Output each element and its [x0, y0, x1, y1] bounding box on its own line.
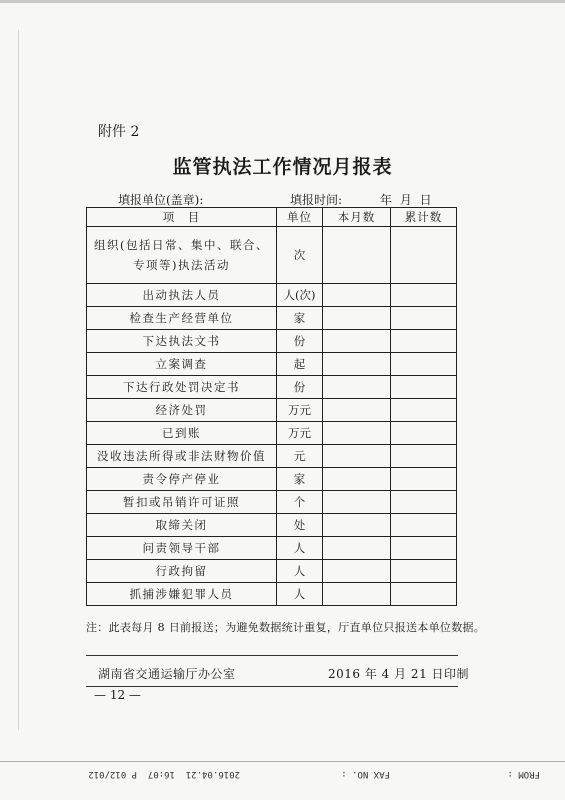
row-month-value[interactable] [323, 491, 391, 514]
issuer-name: 湖南省交通运输厅办公室 [98, 667, 236, 681]
row-unit: 人 [277, 560, 323, 583]
row-unit: 份 [277, 330, 323, 353]
row-item: 检查生产经营单位 [87, 307, 277, 330]
table-row [87, 307, 457, 330]
table-row [87, 468, 457, 491]
fax-number: FAX NO. : [341, 769, 390, 779]
table-row [87, 353, 457, 376]
row-total-value[interactable] [391, 376, 457, 399]
table-row [87, 583, 457, 606]
fill-time-label: 填报时间: [290, 193, 343, 207]
row-month-value[interactable] [323, 399, 391, 422]
row-total-value[interactable] [391, 445, 457, 468]
page-number: — 12 — [94, 688, 141, 702]
row-total-value[interactable] [391, 583, 457, 606]
row-unit: 家 [277, 307, 323, 330]
row-unit: 份 [277, 376, 323, 399]
row-total-value[interactable] [391, 468, 457, 491]
fax-header [40, 765, 540, 779]
table-row [87, 227, 457, 284]
row-total-value[interactable] [391, 330, 457, 353]
row-unit: 个 [277, 491, 323, 514]
row-item: 经济处罚 [87, 399, 277, 422]
document-title: 监管执法工作情况月报表 [172, 156, 393, 178]
table-row [87, 445, 457, 468]
row-month-value[interactable] [323, 514, 391, 537]
row-month-value[interactable] [323, 445, 391, 468]
table-row [87, 560, 457, 583]
row-month-value[interactable] [323, 537, 391, 560]
table-header-row [87, 208, 457, 227]
header-total: 累计数 [391, 208, 457, 227]
row-item: 立案调查 [87, 353, 277, 376]
row-item: 暂扣或吊销许可证照 [87, 491, 277, 514]
print-date: 2016 年 4 月 21 日印制 [328, 667, 470, 681]
row-unit: 人 [277, 537, 323, 560]
date-blank: 年 月 日 [380, 193, 434, 207]
table-row [87, 330, 457, 353]
row-total-value[interactable] [391, 514, 457, 537]
row-unit: 人 [277, 583, 323, 606]
fax-timestamp: 2016.04.21 16:07 P 012/012 [88, 769, 240, 779]
row-total-value[interactable] [391, 422, 457, 445]
row-month-value[interactable] [323, 376, 391, 399]
row-total-value[interactable] [391, 307, 457, 330]
header-item: 项 目 [87, 208, 277, 227]
row-item: 组织(包括日常、集中、联合、专项等)执法活动 [87, 227, 277, 284]
row-unit: 家 [277, 468, 323, 491]
row-item: 取缔关闭 [87, 514, 277, 537]
row-item: 问责领导干部 [87, 537, 277, 560]
table-row [87, 284, 457, 307]
table-row [87, 376, 457, 399]
row-total-value[interactable] [391, 537, 457, 560]
row-unit: 次 [277, 227, 323, 284]
scan-edge-line [18, 30, 19, 730]
row-total-value[interactable] [391, 491, 457, 514]
row-item: 下达执法文书 [87, 330, 277, 353]
row-item: 已到账 [87, 422, 277, 445]
row-month-value[interactable] [323, 468, 391, 491]
row-unit: 元 [277, 445, 323, 468]
page-top-edge [0, 0, 565, 3]
table-row [87, 422, 457, 445]
row-unit: 万元 [277, 422, 323, 445]
row-month-value[interactable] [323, 422, 391, 445]
row-month-value[interactable] [323, 353, 391, 376]
attachment-label: 附件 2 [98, 124, 140, 140]
row-month-value[interactable] [323, 330, 391, 353]
fax-from: FROM : [507, 769, 540, 779]
row-month-value[interactable] [323, 284, 391, 307]
row-month-value[interactable] [323, 560, 391, 583]
header-month: 本月数 [323, 208, 391, 227]
footer-divider-top [86, 655, 458, 656]
row-month-value[interactable] [323, 307, 391, 330]
table-note: 注：此表每月 8 日前报送；为避免数据统计重复，厅直单位只报送本单位数据。 [86, 621, 486, 634]
row-unit: 起 [277, 353, 323, 376]
row-total-value[interactable] [391, 399, 457, 422]
row-item: 行政拘留 [87, 560, 277, 583]
header-unit: 单位 [277, 208, 323, 227]
row-unit: 万元 [277, 399, 323, 422]
report-table [86, 207, 457, 606]
row-total-value[interactable] [391, 353, 457, 376]
row-item: 下达行政处罚决定书 [87, 376, 277, 399]
row-item: 出动执法人员 [87, 284, 277, 307]
table-row [87, 399, 457, 422]
row-total-value[interactable] [391, 227, 457, 284]
row-item: 责令停产停业 [87, 468, 277, 491]
row-total-value[interactable] [391, 560, 457, 583]
row-unit: 人(次) [277, 284, 323, 307]
row-item: 没收违法所得或非法财物价值 [87, 445, 277, 468]
row-unit: 处 [277, 514, 323, 537]
fax-divider [0, 761, 565, 762]
row-item: 抓捕涉嫌犯罪人员 [87, 583, 277, 606]
table-row [87, 491, 457, 514]
row-month-value[interactable] [323, 583, 391, 606]
row-total-value[interactable] [391, 284, 457, 307]
table-row [87, 537, 457, 560]
fill-unit-label: 填报单位(盖章): [118, 193, 204, 207]
table-row [87, 514, 457, 537]
row-month-value[interactable] [323, 227, 391, 284]
footer-divider-bottom [86, 686, 458, 687]
